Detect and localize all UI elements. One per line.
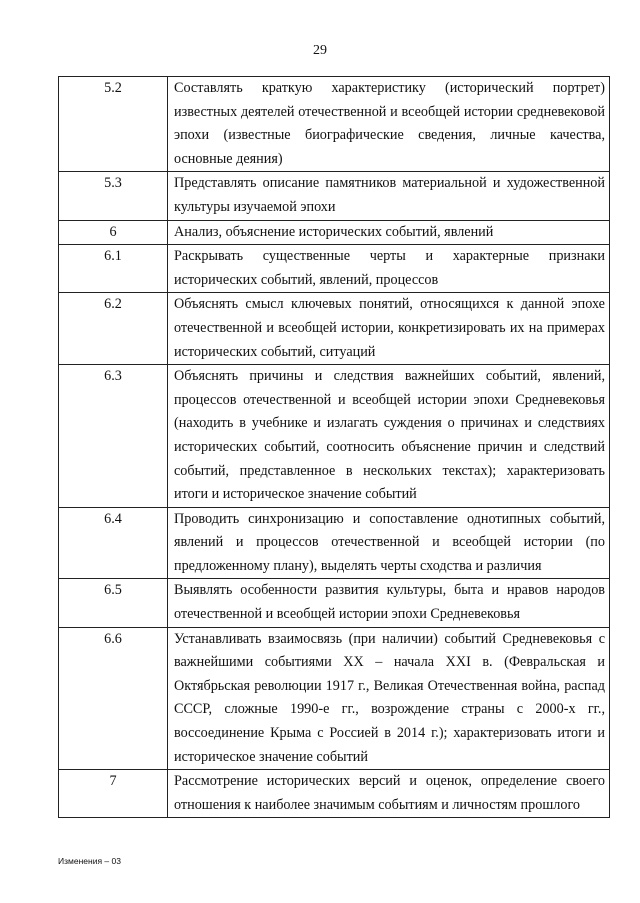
footer-revision-note: Изменения – 03 <box>58 856 121 866</box>
row-number: 6.6 <box>59 627 168 770</box>
row-number: 6.1 <box>59 245 168 293</box>
table-row <box>59 579 610 627</box>
row-number: 6.4 <box>59 507 168 579</box>
row-number: 6.3 <box>59 365 168 508</box>
row-number: 5.3 <box>59 172 168 220</box>
row-text: Объяснять причины и следствия важнейших событий, явлений, процессов отечественной и всеобщей истории эпохи Средневековья (находить в учебнике и излагать суждения о причинах и следствиях исторических событий, соотносить объяснение причин и следствий событий, представленное в нескольких текстах); характеризовать итоги и историческое значение событий <box>168 365 610 508</box>
row-text: Рассмотрение исторических версий и оценок, определение своего отношения к наиболее значимым событиям и личностям прошлого <box>168 770 610 818</box>
row-text: Раскрывать существенные черты и характерные признаки исторических событий, явлений, процессов <box>168 245 610 293</box>
table-row <box>59 293 610 365</box>
row-number: 5.2 <box>59 77 168 172</box>
row-text: Представлять описание памятников материальной и художественной культуры изучаемой эпохи <box>168 172 610 220</box>
row-number: 6 <box>59 220 168 245</box>
table-row <box>59 220 610 245</box>
table-row <box>59 365 610 508</box>
row-number: 6.5 <box>59 579 168 627</box>
table-row <box>59 507 610 579</box>
table-row <box>59 245 610 293</box>
row-text: Объяснять смысл ключевых понятий, относящихся к данной эпохе отечественной и всеобщей истории, конкретизировать их на примерах исторических событий, ситуаций <box>168 293 610 365</box>
row-text: Выявлять особенности развития культуры, быта и нравов народов отечественной и всеобщей истории эпохи Средневековья <box>168 579 610 627</box>
row-number: 6.2 <box>59 293 168 365</box>
table-row <box>59 627 610 770</box>
row-text: Устанавливать взаимосвязь (при наличии) событий Средневековья с важнейшими событиями XX – начала XXI в. (Февральская и Октябрьская революции 1917 г., Великая Отечественная война, распад СССР, сложные 1990-е гг., возрождение страны с 2000-х гг., воссоединение Крыма с Россией в 2014 г.); характеризовать итоги и историческое значение событий <box>168 627 610 770</box>
page-number: 29 <box>313 43 327 58</box>
row-text: Проводить синхронизацию и сопоставление однотипных событий, явлений и процессов отечественной и всеобщей истории (по предложенному плану), выделять черты сходства и различия <box>168 507 610 579</box>
row-text: Составлять краткую характеристику (исторический портрет) известных деятелей отечественной и всеобщей истории средневековой эпохи (известные биографические сведения, личные качества, основные деяния) <box>168 77 610 172</box>
table-row <box>59 770 610 818</box>
row-number: 7 <box>59 770 168 818</box>
table-row <box>59 77 610 172</box>
row-text: Анализ, объяснение исторических событий, явлений <box>168 220 610 245</box>
requirements-table <box>58 76 610 818</box>
table-row <box>59 172 610 220</box>
